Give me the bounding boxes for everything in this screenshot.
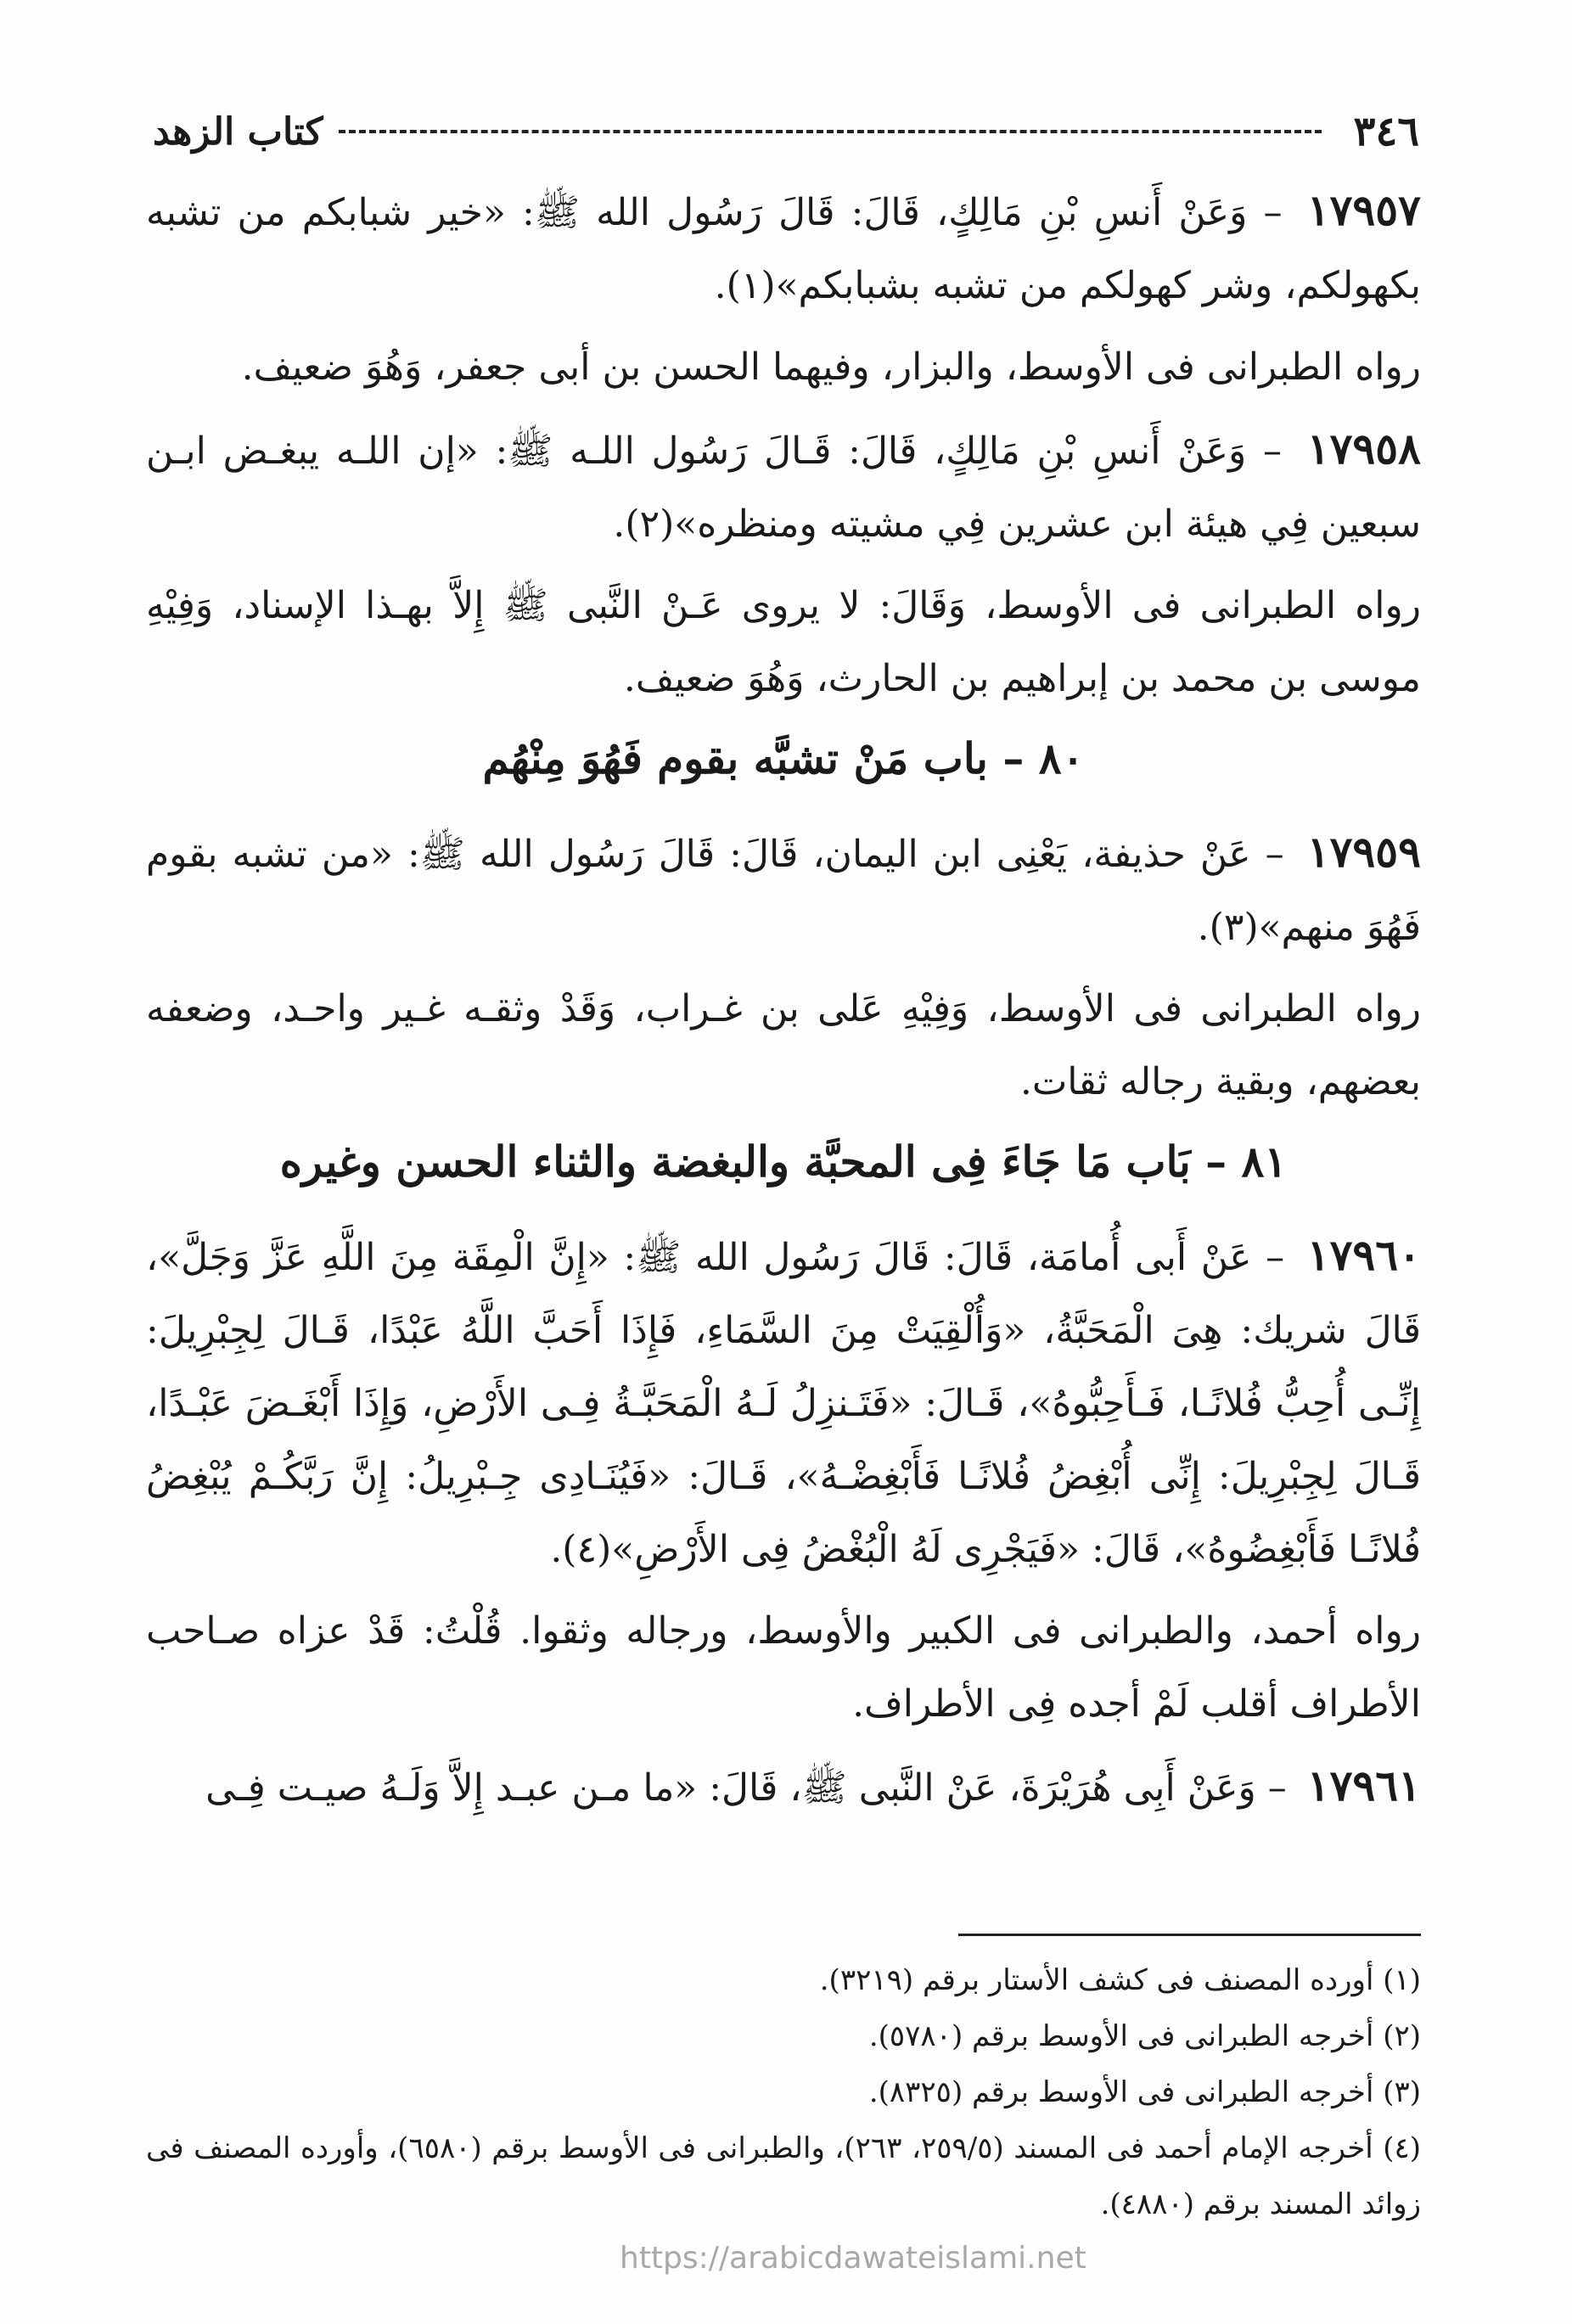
footnote-1: (١) أورده المصنف فى كشف الأستار برقم (٣٢١٩).	[819, 1963, 1421, 1997]
hadith-number: ١٧٩٥٨	[1306, 424, 1421, 474]
page-header	[153, 102, 1419, 161]
hadith-number: ١٧٩٦٠	[1306, 1230, 1421, 1280]
hadith-17960	[146, 1219, 1421, 1586]
footnote-divider	[958, 1934, 1421, 1936]
hadith-text: – وَعَنْ أَبِى هُرَيْرَةَ، عَنْ النَّبى ﷺ، قَالَ: «ما مـن عبـد إِلاَّ وَلَـهُ صيـت فِـى	[205, 1766, 1287, 1810]
narration-note: رواه الطبرانى فى الأوسط، وَفِيْهِ عَلى بن غـراب، وَقَدْ وثقـه غـير واحـد، وضعفه بعضهم، وبقية رجاله ثقات.	[146, 987, 1421, 1103]
hadith-number: ١٧٩٦١	[1306, 1760, 1421, 1810]
narration-note: رواه أحمد، والطبرانى فى الكبير والأوسط، ورجاله وثقوا. قُلْتُ: قَدْ عزاه صـاحب الأطراف أقلب لَمْ أجده فِى الأطراف.	[146, 1609, 1421, 1726]
hadith-number: ١٧٩٥٩	[1306, 827, 1421, 877]
hadith-17959	[146, 816, 1421, 964]
narration-note: رواه الطبرانى فى الأوسط، وَقَالَ: لا يروى عَـنْ النَّبى ﷺ إِلاَّ بهـذا الإسناد، وَفِيْهِ موسى بن محمد بن إبراهيم بن الحارث، وَهُوَ ضعيف.	[146, 584, 1421, 700]
hadith-text: – وَعَنْ أَنسِ بْنِ مَالِكٍ، قَالَ: قَـالَ رَسُول اللـه ﷺ: «إن اللـه يبغـض ابـن سبعين فِي هيئة ابن عشرين فِي مشيته ومنظره»(٢).	[146, 429, 1421, 546]
footnote-2: (٢) أخرجه الطبرانى فى الأوسط برقم (٥٧٨٠).	[868, 2019, 1421, 2053]
hadith-17961	[146, 1749, 1421, 1825]
watermark: https://arabicdawateislami.net	[620, 2241, 1086, 2276]
hadith-number: ١٧٩٥٧	[1306, 185, 1421, 235]
footnotes	[146, 1952, 1421, 2232]
hadith-text: – عَنْ أَبى أُمامَة، قَالَ: قَالَ رَسُول الله ﷺ: «إِنَّ الْمِقَة مِنَ اللَّهِ عَزَّ وَجَلَّ»، قَالَ شريك: هِىَ الْمَحَبَّةُ، «وَأُلْقِيَتْ مِنَ السَّمَاءِ، فَإِذَا أَحَبَّ اللَّهُ عَبْدًا، قَـالَ لِجِبْرِيلَ: إِنِّـى أُحِبُّ فُلانًـا، فَـأَحِبُّوهُ»، قَـالَ: «فَتَـنزِلُ لَـهُ الْمَحَبَّـةُ فِـى الأَرْضِ، وَإِذَا أَبْغَـضَ عَبْـدًا، قَـالَ لِجِبْرِيلَ: إِنِّى أُبْغِضُ فُلانًـا فَأَبْغِضْـهُ»، قَـالَ: «فَيُنَـادِى جِـبْرِيلُ: إِنَّ رَبَّكُـمْ يُبْغِضُ فُلانًـا فَأَبْغِضُوهُ»، قَالَ: «فَيَجْرِى لَهُ الْبُغْضُ فِى الأَرْضِ»(٤).	[146, 1236, 1421, 1571]
footnote-4: (٤) أخرجه الإمام أحمد فى المسند (٢٥٩/٥، ٢٦٣)، والطبرانى فى الأوسط برقم (٦٥٨٠)، وأورده المصنف فى زوائد المسند برقم (٤٨٨٠).	[146, 2131, 1422, 2221]
book-title: كتاب الزهد	[153, 109, 323, 154]
header-rule	[339, 130, 1322, 133]
footnote-3: (٣) أخرجه الطبرانى فى الأوسط برقم (٨٣٢٥).	[868, 2075, 1421, 2109]
hadith-text: – وَعَنْ أَنسِ بْنِ مَالِكٍ، قَالَ: قَالَ رَسُول الله ﷺ: «خير شبابكم من تشبه بكهولكم، وشر كهولكم من تشبه بشبابكم»(١).	[146, 191, 1421, 307]
hadith-17957	[146, 174, 1421, 323]
hadith-text: – عَنْ حذيفة، يَعْنِى ابن اليمان، قَالَ: قَالَ رَسُول الله ﷺ: «من تشبه بقوم فَهُوَ منهم»(٣).	[146, 833, 1421, 949]
chapter-heading-81: ٨١ – بَاب مَا جَاءَ فِى المحبَّة والبغضة والثناء الحسن وغيره	[279, 1137, 1288, 1187]
hadith-17958	[146, 413, 1421, 561]
page-number: ٣٤٦	[1353, 108, 1419, 155]
page-body	[146, 174, 1421, 1833]
narration-note: رواه الطبرانى فى الأوسط، والبزار، وفيهما الحسن بن أبى جعفر، وَهُوَ ضعيف.	[241, 345, 1421, 389]
chapter-heading-80: ٨٠ – باب مَنْ تشبَّه بقوم فَهُوَ مِنْهُم	[482, 733, 1085, 783]
